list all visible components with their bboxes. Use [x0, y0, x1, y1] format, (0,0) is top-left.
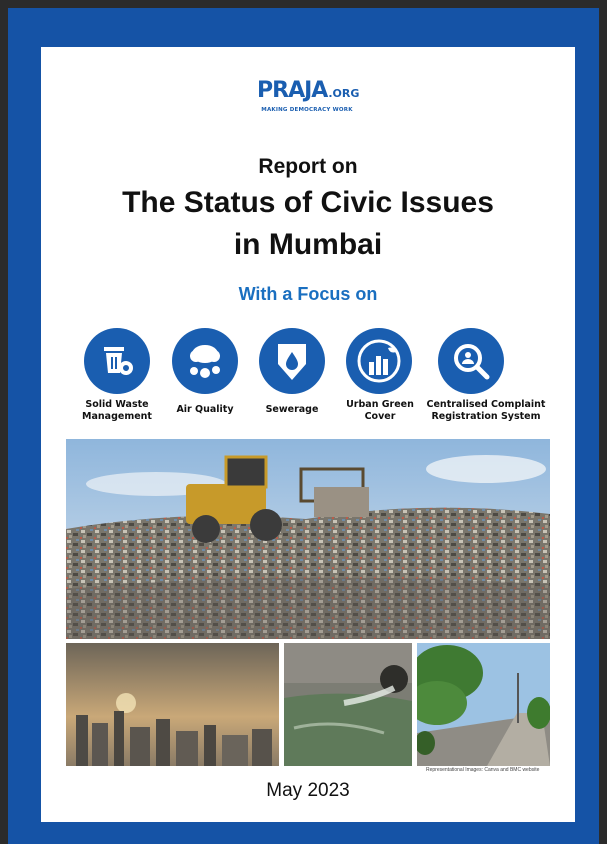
- focus-label-line: Air Quality: [176, 404, 234, 415]
- focus-label-solid-waste: [69, 399, 165, 423]
- complaint-system-icon: [438, 328, 504, 394]
- focus-label-line: Centralised Complaint: [426, 399, 546, 410]
- cover-page: [41, 47, 575, 822]
- focus-label-line: Urban Green: [346, 399, 414, 410]
- logo-mark: [257, 78, 360, 106]
- focus-label-sewerage: [247, 404, 337, 416]
- urban-green-icon: [346, 328, 412, 394]
- logo-brand: PRAJA: [257, 78, 328, 103]
- title-prefix: Report on: [258, 155, 358, 178]
- praja-logo: [257, 78, 360, 131]
- focus-heading: With a Focus on: [238, 284, 378, 304]
- cover-frame: [8, 8, 599, 844]
- focus-label-line: Sewerage: [265, 404, 319, 415]
- air-pollution-photo: [66, 643, 279, 766]
- focus-label-complaint-system: [416, 399, 556, 423]
- focus-label-urban-green: [335, 399, 425, 423]
- focus-label-line: Solid Waste: [85, 399, 149, 410]
- focus-label-air-quality: [160, 404, 250, 416]
- title-main-line1: The Status of Civic Issues: [122, 186, 494, 219]
- logo-domain: .ORG: [328, 87, 360, 100]
- sewerage-icon: [259, 328, 325, 394]
- logo-tagline: MAKING DEMOCRACY WORK: [261, 107, 353, 113]
- landfill-photo: [66, 439, 550, 639]
- green-promenade-photo: [417, 643, 550, 766]
- focus-label-line: Cover: [364, 411, 396, 422]
- image-credit: Representational Images: Canva and BMC website: [426, 767, 540, 773]
- focus-label-line: Management: [82, 411, 152, 422]
- focus-label-line: Registration System: [431, 411, 541, 422]
- report-date: May 2023: [266, 780, 350, 801]
- air-quality-icon: [172, 328, 238, 394]
- solid-waste-icon: [84, 328, 150, 394]
- title-main-line2: in Mumbai: [233, 228, 383, 261]
- sewage-outfall-photo: [284, 643, 412, 766]
